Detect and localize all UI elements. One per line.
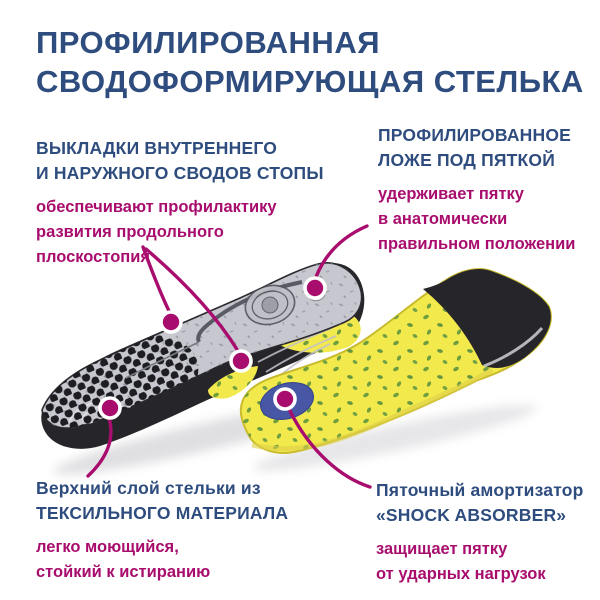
marker-dot-heel-seat: [305, 278, 325, 298]
marker-dot-textile: [100, 398, 120, 418]
callout-description: удерживает пятку в анатомически правильном положении: [378, 185, 576, 253]
marker-dot-inner-arch: [161, 312, 181, 332]
callout-description: легко моющийся, стойкий к истиранию: [36, 538, 211, 581]
callout-heading: Верхний слой стельки из ТЕКСИЛЬНОГО МАТЕРИАЛА: [36, 478, 289, 523]
page-title-line-1: ПРОФИЛИРОВАННАЯ: [36, 25, 380, 60]
callout-heel-seat: [378, 123, 575, 257]
marker-dot-shock-absorber: [275, 389, 295, 409]
callout-heading: Пяточный амортизатор «SHOCK ABSORBER»: [376, 480, 584, 525]
callout-description: защищает пятку от ударных нагрузок: [376, 540, 546, 583]
callout-description: обеспечивают профилактику развития продольного плоскостопия: [36, 198, 277, 266]
marker-dot-outer-arch: [231, 351, 251, 371]
callout-heading: ПРОФИЛИРОВАННОЕ ЛОЖЕ ПОД ПЯТКОЙ: [378, 125, 572, 170]
page-title-line-2: СВОДОФОРМИРУЮЩАЯ СТЕЛЬКА: [36, 64, 584, 99]
callout-arch-supports: [36, 136, 324, 270]
callout-shock-absorber: [376, 478, 584, 587]
page-title: [36, 23, 584, 101]
callout-heading: ВЫКЛАДКИ ВНУТРЕННЕГО И НАРУЖНОГО СВОДОВ СТОПЫ: [36, 138, 324, 183]
callout-textile-top: [36, 476, 288, 585]
